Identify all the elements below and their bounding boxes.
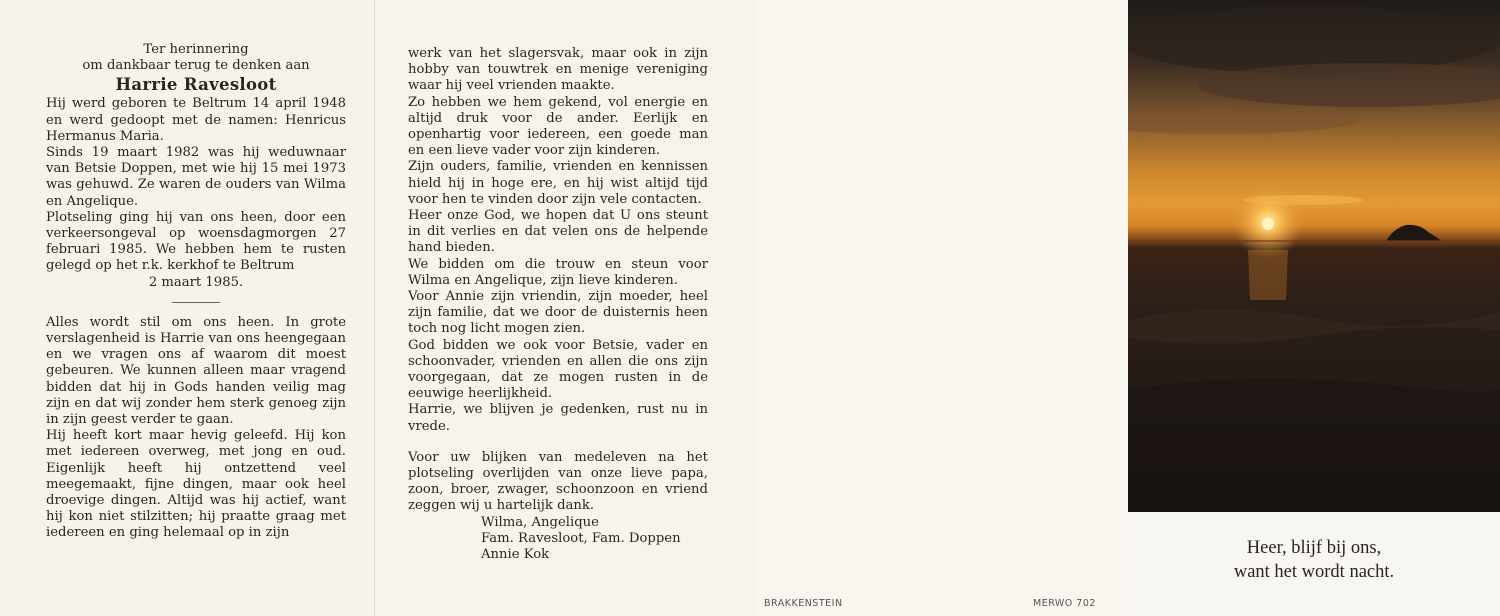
paragraph-family: Zijn ouders, familie, vrienden en kennissen hield hij in hoge ere, en hij wist altijd tijd voor hen te vinden door zijn vele contacten.	[408, 159, 708, 207]
paragraph-annie: Voor Annie zijn vriendin, zijn moeder, heel zijn familie, dat we door de duisternis heen toch nog licht mogen zien.	[408, 289, 708, 337]
cloud-low	[1128, 106, 1358, 134]
card-page-left	[0, 0, 375, 616]
tribute-text-column	[408, 46, 708, 563]
quote-line-2: want het wordt nacht.	[1233, 562, 1395, 582]
reflection-paragraph-1: Alles wordt stil om ons heen. In grote verslagenheid is Harrie van ons heengegaan en we vragen ons af waarom dit moest gebeuren. We kunnen alleen maar vragend bidden dat hij in Gods handen veilig mag zijn en dat wij zonder hem sterk genoeg zijn in zijn geest verder te gaan.	[46, 314, 346, 428]
cloud-dark-top	[1128, 6, 1498, 74]
reflection-paragraph-2: Hij heeft kort maar hevig geleefd. Hij kon met iedereen overweg, met jong en oud. Eigenlijk heeft hij ontzettend veel meegemaakt, fijne dingen, maar ook heel droevige dingen. Altijd was hij actief, want hij kon niet stilzitten; hij praatte graag met iedereen en ging helemaal op in zijn	[46, 428, 346, 541]
horizon	[1128, 240, 1500, 242]
card-page-center	[375, 0, 755, 616]
quote-line-1: Heer, blijf bij ons,	[1246, 538, 1382, 558]
card-page-blank	[755, 0, 1127, 616]
spacer	[408, 435, 708, 450]
bio-birth: Hij werd geboren te Beltrum 14 april 1948 en werd gedoopt met de namen: Henricus Hermanus Maria.	[46, 96, 346, 144]
paragraph-work: werk van het slagersvak, maar ook in zijn hobby van touwtrek en menige vereniging waar hij veel vrienden maakte.	[408, 46, 708, 94]
memorial-intro-2: om dankbaar terug te denken aan	[82, 58, 310, 74]
water-ripple	[1128, 309, 1500, 343]
divider	[172, 302, 220, 303]
bio-death: Plotseling ging hij van ons heen, door een verkeersongeval op woensdagmorgen 27 februari 1985. We hebben hem te rusten gelegd op het r.k. kerkhof te Beltrum	[46, 209, 346, 274]
sunset-photo	[1128, 0, 1500, 512]
paragraph-character: Zo hebben we hem gekend, vol energie en altijd druk voor de ander. Eerlijk en openhartig voor iedereen, een goede man en een lieve vader voor zijn kinderen.	[408, 94, 708, 159]
prayer-quote	[1128, 536, 1500, 584]
signature-children: Wilma, Angelique	[481, 514, 599, 530]
signature-families: Fam. Ravesloot, Fam. Doppen	[481, 530, 681, 546]
print-code: MERWO 702	[1033, 598, 1096, 609]
memorial-intro: Ter herinnering	[143, 42, 249, 57]
memorial-text-column	[46, 42, 346, 542]
sunset-scene	[1128, 0, 1500, 512]
paragraph-children: We bidden om die trouw en steun voor Wilma en Angelique, zijn lieve kinderen.	[408, 256, 708, 288]
burial-date: 2 maart 1985.	[148, 274, 244, 290]
printer-name: BRAKKENSTEIN	[764, 598, 843, 609]
sun-reflection	[1248, 250, 1288, 300]
island-rock	[1386, 225, 1442, 241]
thanks-paragraph: Voor uw blijken van medeleven na het plotseling overlijden van onze lieve papa, zoon, broer, zwager, schoonzoon en vriend zeggen wij u hartelijk dank.	[408, 449, 708, 514]
bio-marriage: Sinds 19 maart 1982 was hij weduwnaar van Betsie Doppen, met wie hij 15 mei 1973 was gehuwd. Ze waren de ouders van Wilma en Angelique.	[46, 145, 346, 209]
deceased-name: Harrie Ravesloot	[115, 75, 277, 95]
foreground-shadow	[1128, 379, 1500, 512]
sun	[1262, 218, 1274, 230]
signature-annie: Annie Kok	[481, 547, 550, 563]
paragraph-farewell: Harrie, we blijven je gedenken, rust nu in vrede.	[408, 402, 708, 434]
paragraph-prayer: Heer onze God, we hopen dat U ons steunt in dit verlies en dat velen ons de helpende hand bieden.	[408, 208, 708, 256]
paragraph-betsie: God bidden we ook voor Betsie, vader en schoonvader, vrienden en allen die ons zijn voorgegaan, dat ze mogen rusten in de eeuwige heerlijkheid.	[408, 337, 708, 402]
